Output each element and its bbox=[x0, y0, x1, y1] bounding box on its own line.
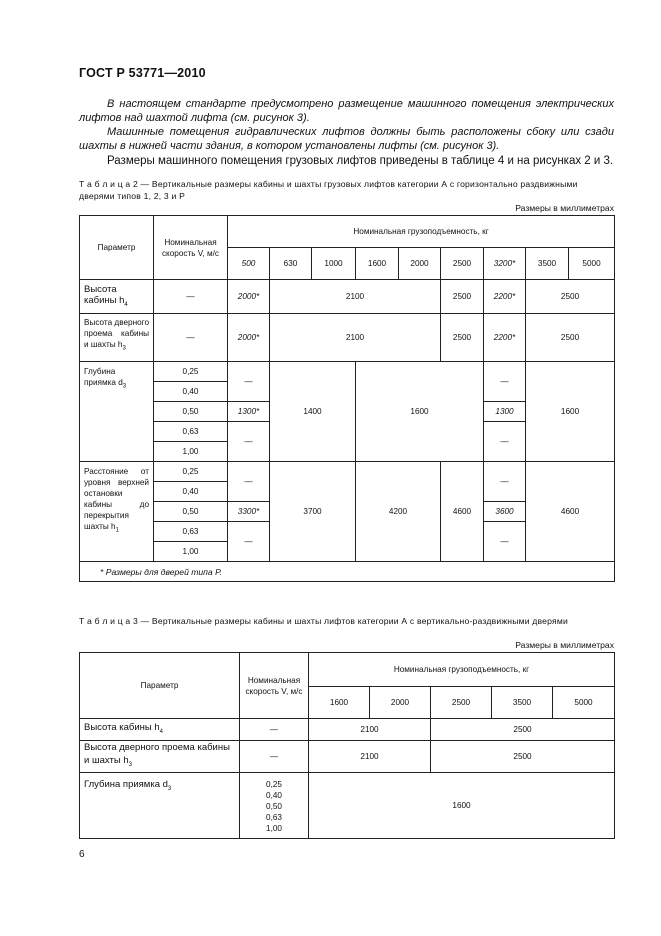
table2-load-5000: 5000 bbox=[569, 248, 615, 280]
table3-row-cabin-height-label: Высота кабины $h_4$ bbox=[80, 719, 240, 741]
intro-text bbox=[79, 97, 614, 168]
table2-cell: 2100 bbox=[270, 280, 441, 314]
table2-speed: 0,63 bbox=[154, 422, 228, 442]
table2-row-cabin-height-label: Высота кабины $h_4$ bbox=[80, 280, 154, 314]
table2-cell: — bbox=[484, 462, 526, 502]
table2-cell: — bbox=[228, 362, 270, 402]
table3-caption: Т а б л и ц а 3 — Вертикальные размеры кабины и шахты лифтов категории А с вертикально-раздвижными дверями bbox=[79, 616, 569, 626]
table2-cell: 3300* bbox=[228, 502, 270, 522]
table2-speed: 0,63 bbox=[154, 522, 228, 542]
table2-cell: 4200 bbox=[356, 462, 441, 562]
table3-load-2500: 2500 bbox=[431, 687, 492, 719]
intro-paragraph-2: Машинные помещения гидравлических лифтов должны быть расположены сбоку или сзади шахты в нижней части здания, в котором установлены лифты (см. рисунок 3). bbox=[79, 126, 614, 152]
table2-cell: 1300 bbox=[484, 402, 526, 422]
table2-load-2500: 2500 bbox=[441, 248, 484, 280]
table2-cell: 4600 bbox=[526, 462, 615, 562]
table2-cell: 1400 bbox=[270, 362, 356, 462]
table3-speed: 0,25 bbox=[266, 779, 282, 789]
table3-speed-list bbox=[240, 772, 309, 838]
table2-load-630: 630 bbox=[270, 248, 312, 280]
table2-speed: 0,25 bbox=[154, 462, 228, 482]
table2-load-500: 500 bbox=[228, 248, 270, 280]
table3-load-3500: 3500 bbox=[492, 687, 553, 719]
table3-speed: 0,50 bbox=[266, 801, 282, 811]
table3-header-load: Номинальная грузоподъемность, кг bbox=[309, 653, 615, 687]
table2-units: Размеры в миллиметрах bbox=[515, 203, 614, 213]
table2-row-pit-depth-label: Глубина приямка $d_3$ bbox=[80, 362, 154, 462]
table2-row-door-height-label: Высота дверного проема кабины и шахты $h_3$ bbox=[80, 314, 154, 362]
table2-cell: — bbox=[484, 362, 526, 402]
table3-header-parameter: Параметр bbox=[80, 653, 240, 719]
table2-cell: 1600 bbox=[356, 362, 484, 462]
table2-row-headroom-label: Расстояние от уровня верхней остановки кабины до перекрытия шахты $h_1$ bbox=[80, 462, 154, 562]
table3-load-5000: 5000 bbox=[553, 687, 615, 719]
table2-load-1000: 1000 bbox=[312, 248, 356, 280]
table2-speed: 0,40 bbox=[154, 382, 228, 402]
table2-cell: 3600 bbox=[484, 502, 526, 522]
table2-cell: — bbox=[228, 522, 270, 562]
table2-load-1600: 1600 bbox=[356, 248, 399, 280]
table3-cell: 2500 bbox=[431, 719, 615, 741]
table2-cell: 2500 bbox=[441, 314, 484, 362]
page-number: 6 bbox=[79, 849, 85, 860]
table2-speed: 1,00 bbox=[154, 542, 228, 562]
table2-speed: 0,50 bbox=[154, 502, 228, 522]
table2-cell: 1300* bbox=[228, 402, 270, 422]
table2-cell: — bbox=[154, 314, 228, 362]
table3-row-door-height-label: Высота дверного проема кабины и шахты $h_3$ bbox=[80, 741, 240, 773]
table3-load-1600: 1600 bbox=[309, 687, 370, 719]
table2-speed: 1,00 bbox=[154, 442, 228, 462]
table2-cell: 2500 bbox=[526, 314, 615, 362]
table2-speed: 0,25 bbox=[154, 362, 228, 382]
table3-units: Размеры в миллиметрах bbox=[515, 640, 614, 650]
table2-cell: 2100 bbox=[270, 314, 441, 362]
table2-cell: 2500 bbox=[441, 280, 484, 314]
table3-cell: 2500 bbox=[431, 741, 615, 773]
intro-paragraph-3: Размеры машинного помещения грузовых лифтов приведены в таблице 4 и на рисунках 2 и 3. bbox=[107, 155, 614, 167]
table3-cell: — bbox=[240, 719, 309, 741]
table3 bbox=[79, 652, 615, 839]
table2-speed: 0,40 bbox=[154, 482, 228, 502]
table2-cell: 4600 bbox=[441, 462, 484, 562]
table3-row-pit-depth-label: Глубина приямка $d_3$ bbox=[80, 772, 240, 838]
table3-header-speed: Номинальная скорость V, м/с bbox=[240, 653, 309, 719]
table2-cell: 2000* bbox=[228, 314, 270, 362]
table2-header-parameter: Параметр bbox=[80, 216, 154, 280]
table2-load-3200: 3200* bbox=[484, 248, 526, 280]
table2-cell: 2500 bbox=[526, 280, 615, 314]
table2-cell: 2200* bbox=[484, 314, 526, 362]
table3-cell: 2100 bbox=[309, 741, 431, 773]
table3-cell: 1600 bbox=[309, 772, 615, 838]
table2-header-speed: Номинальная скорость V, м/с bbox=[154, 216, 228, 280]
table2-cell: — bbox=[228, 462, 270, 502]
table2-load-2000: 2000 bbox=[399, 248, 441, 280]
table3-speed: 1,00 bbox=[266, 823, 282, 833]
table2-cell: 3700 bbox=[270, 462, 356, 562]
table2-speed: 0,50 bbox=[154, 402, 228, 422]
document-header: ГОСТ Р 53771—2010 bbox=[79, 66, 206, 80]
table3-speed: 0,40 bbox=[266, 790, 282, 800]
table2-caption: Т а б л и ц а 2 — Вертикальные размеры кабины и шахты грузовых лифтов категории А с горизонтально раздвижными дверями типов 1, 2, 3 и Р bbox=[79, 179, 578, 201]
table3-cell: 2100 bbox=[309, 719, 431, 741]
table3-cell: — bbox=[240, 741, 309, 773]
table2-footnote: * Размеры для дверей типа Р. bbox=[80, 562, 615, 582]
table2-load-3500: 3500 bbox=[526, 248, 569, 280]
table2 bbox=[79, 215, 615, 582]
table3-load-2000: 2000 bbox=[370, 687, 431, 719]
table2-cell: — bbox=[154, 280, 228, 314]
table2-cell: — bbox=[484, 422, 526, 462]
table2-cell: 1600 bbox=[526, 362, 615, 462]
table3-speed: 0,63 bbox=[266, 812, 282, 822]
table2-cell: 2200* bbox=[484, 280, 526, 314]
table2-cell: — bbox=[484, 522, 526, 562]
table2-header-load: Номинальная грузоподъемность, кг bbox=[228, 216, 615, 248]
intro-paragraph-1: В настоящем стандарте предусмотрено размещение машинного помещения электрических лифтов над шахтой лифта (см. рисунок 3). bbox=[79, 98, 614, 124]
table2-cell: 2000* bbox=[228, 280, 270, 314]
table2-cell: — bbox=[228, 422, 270, 462]
